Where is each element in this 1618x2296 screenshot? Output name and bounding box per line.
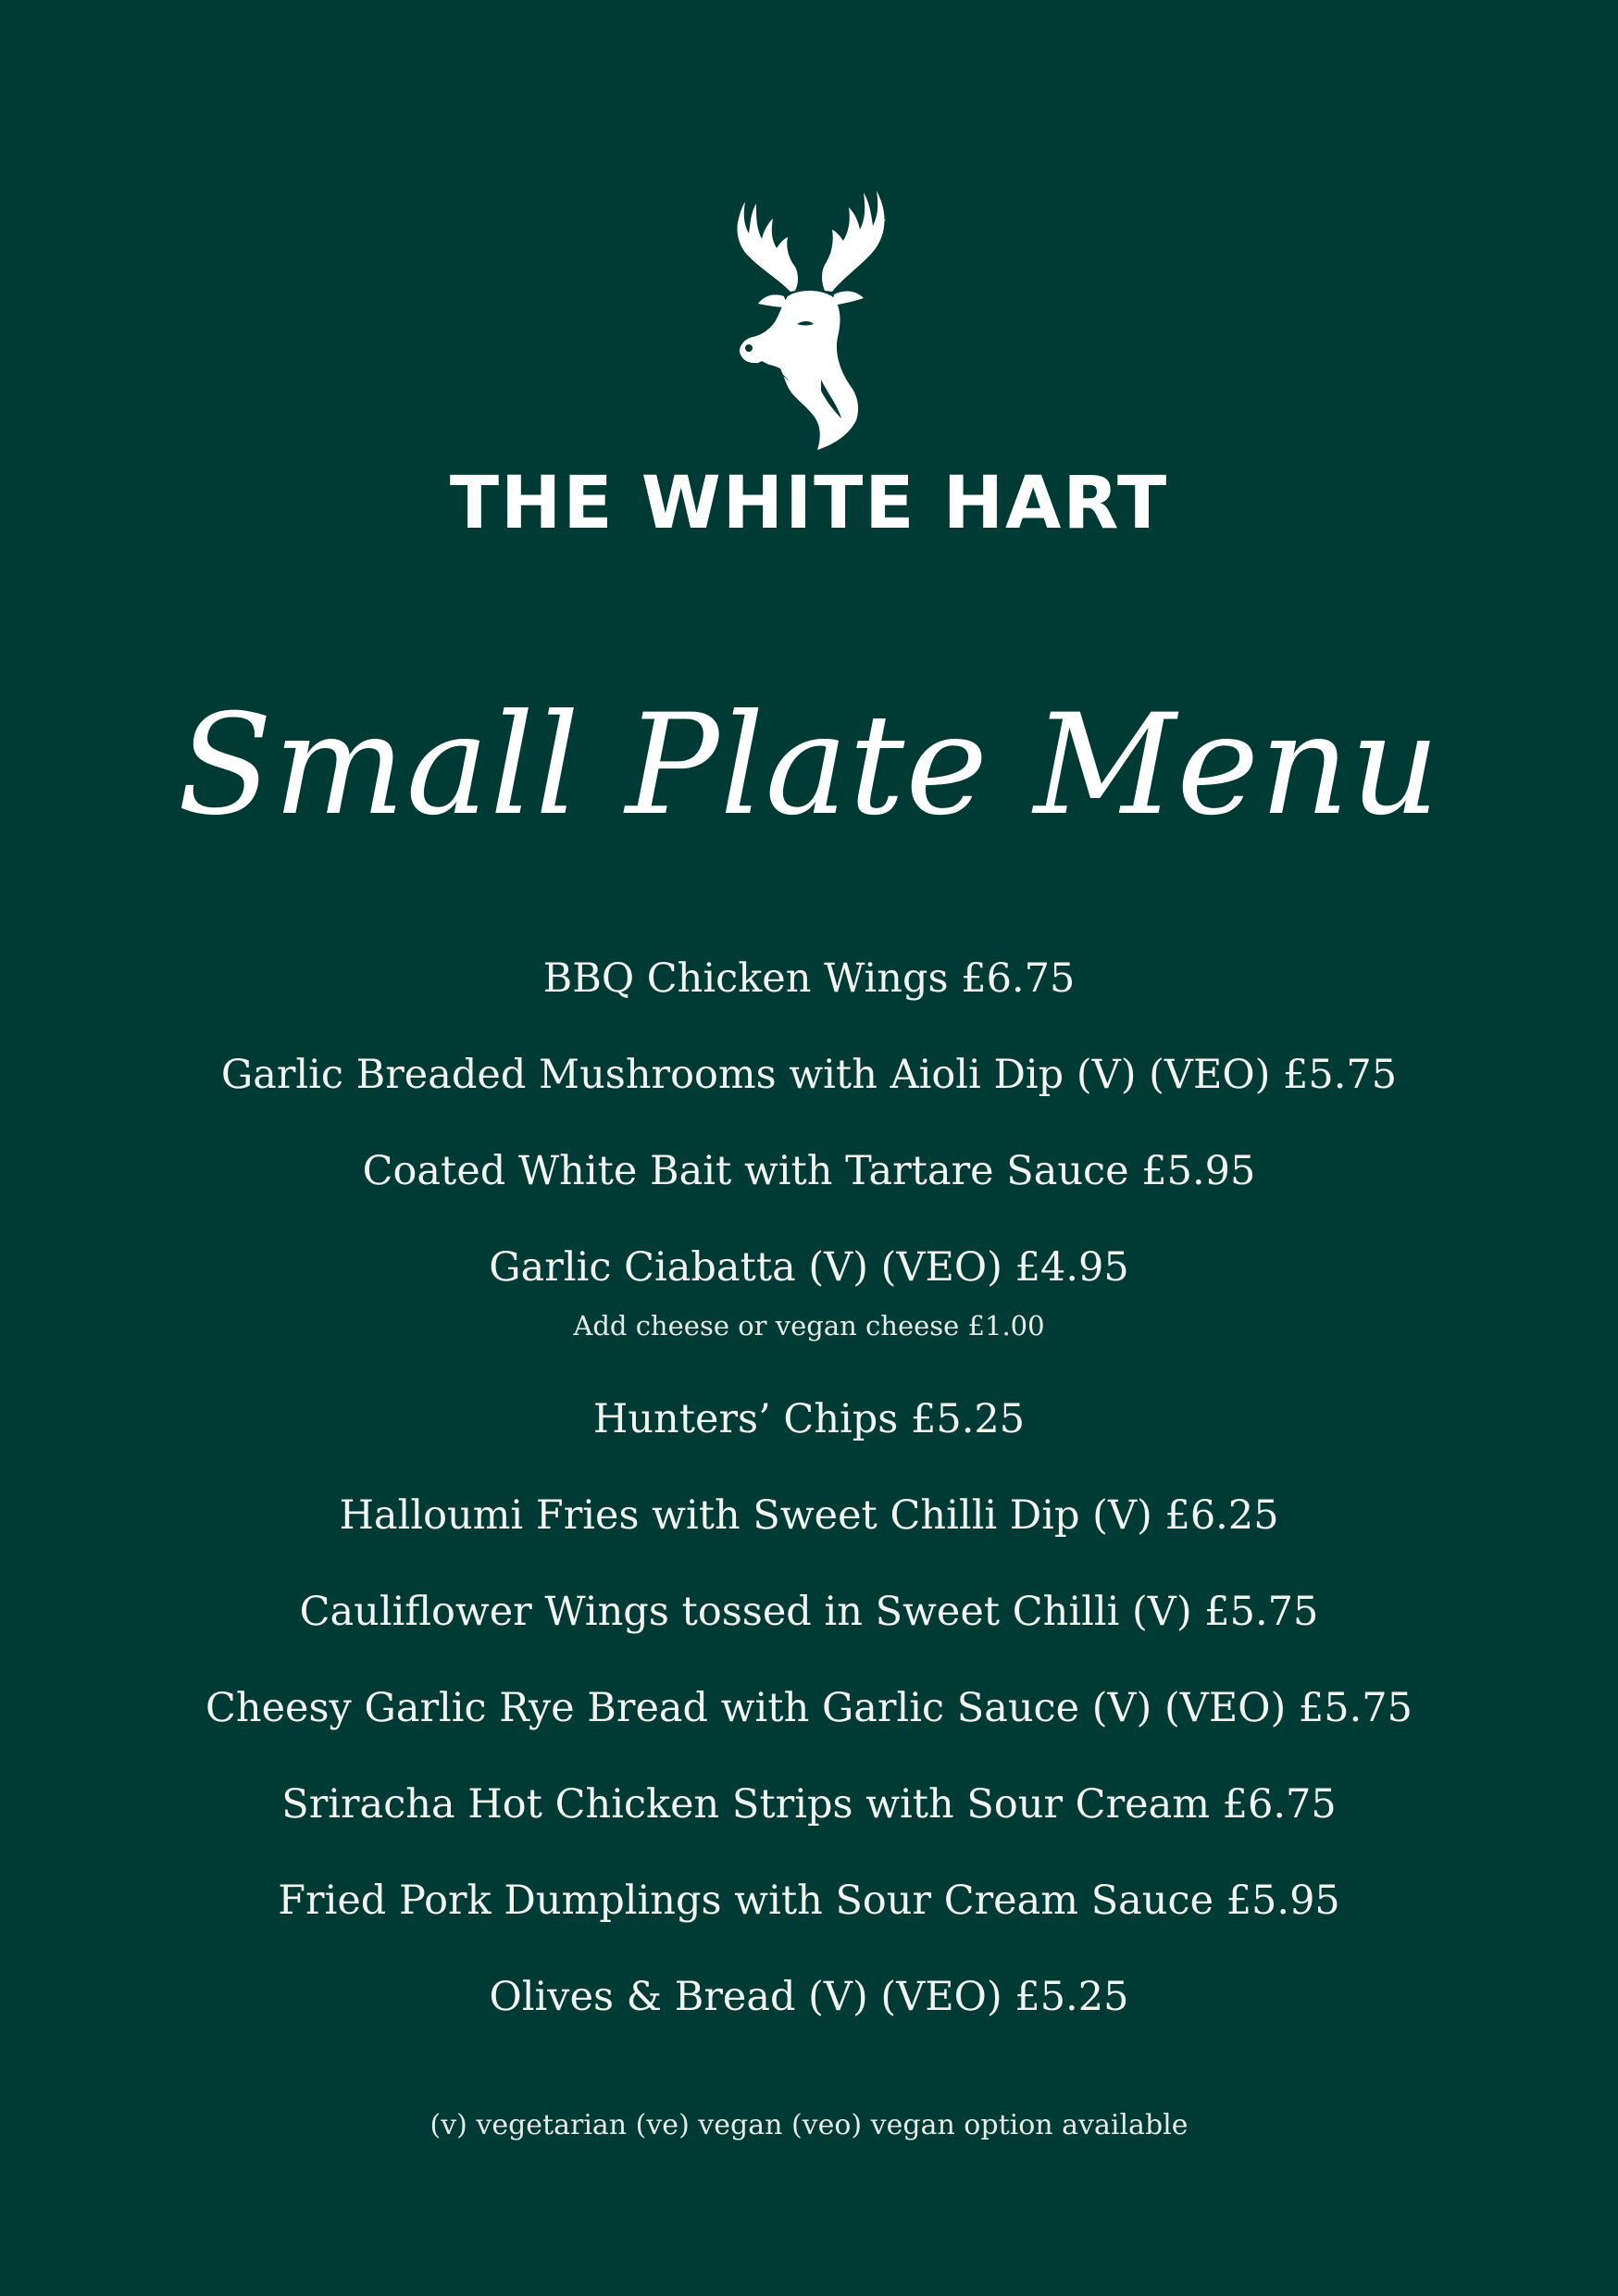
dietary-footnote: (v) vegetarian (ve) vegan (veo) vegan option available [429, 2109, 1189, 2141]
menu-item-coated-white-bait: Coated White Bait with Tartare Sauce £5.95 [362, 1148, 1256, 1194]
logo [0, 167, 1618, 454]
menu-item-cauliflower-wings: Cauliflower Wings tossed in Sweet Chilli (V) £5.75 [299, 1589, 1319, 1635]
menu-item-bbq-chicken-wings: BBQ Chicken Wings £6.75 [542, 955, 1076, 1002]
menu-title: Small Plate Menu [177, 685, 1441, 846]
stag-head-icon [703, 167, 915, 454]
menu-item-sriracha-chicken-strips: Sriracha Hot Chicken Strips with Sour Cream £6.75 [281, 1781, 1337, 1828]
brand-name: THE WHITE HART [449, 462, 1169, 545]
menu-item-olives-bread: Olives & Bread (V) (VEO) £5.25 [489, 1974, 1129, 2020]
menu-item-garlic-ciabatta: Garlic Ciabatta (V) (VEO) £4.95 [489, 1244, 1129, 1291]
menu-item-cheesy-garlic-rye-bread: Cheesy Garlic Rye Bread with Garlic Sauce (V) (VEO) £5.75 [205, 1685, 1413, 1731]
menu-item-note-cheese: Add cheese or vegan cheese £1.00 [573, 1310, 1045, 1341]
menu-item-fried-pork-dumplings: Fried Pork Dumplings with Sour Cream Sauce £5.95 [278, 1878, 1340, 1924]
menu-item-halloumi-fries: Halloumi Fries with Sweet Chilli Dip (V) £6.25 [339, 1492, 1279, 1539]
menu-item-hunters-chips: Hunters’ Chips £5.25 [592, 1396, 1026, 1442]
menu-item-garlic-breaded-mushrooms: Garlic Breaded Mushrooms with Aioli Dip (V) (VEO) £5.75 [220, 1052, 1398, 1098]
